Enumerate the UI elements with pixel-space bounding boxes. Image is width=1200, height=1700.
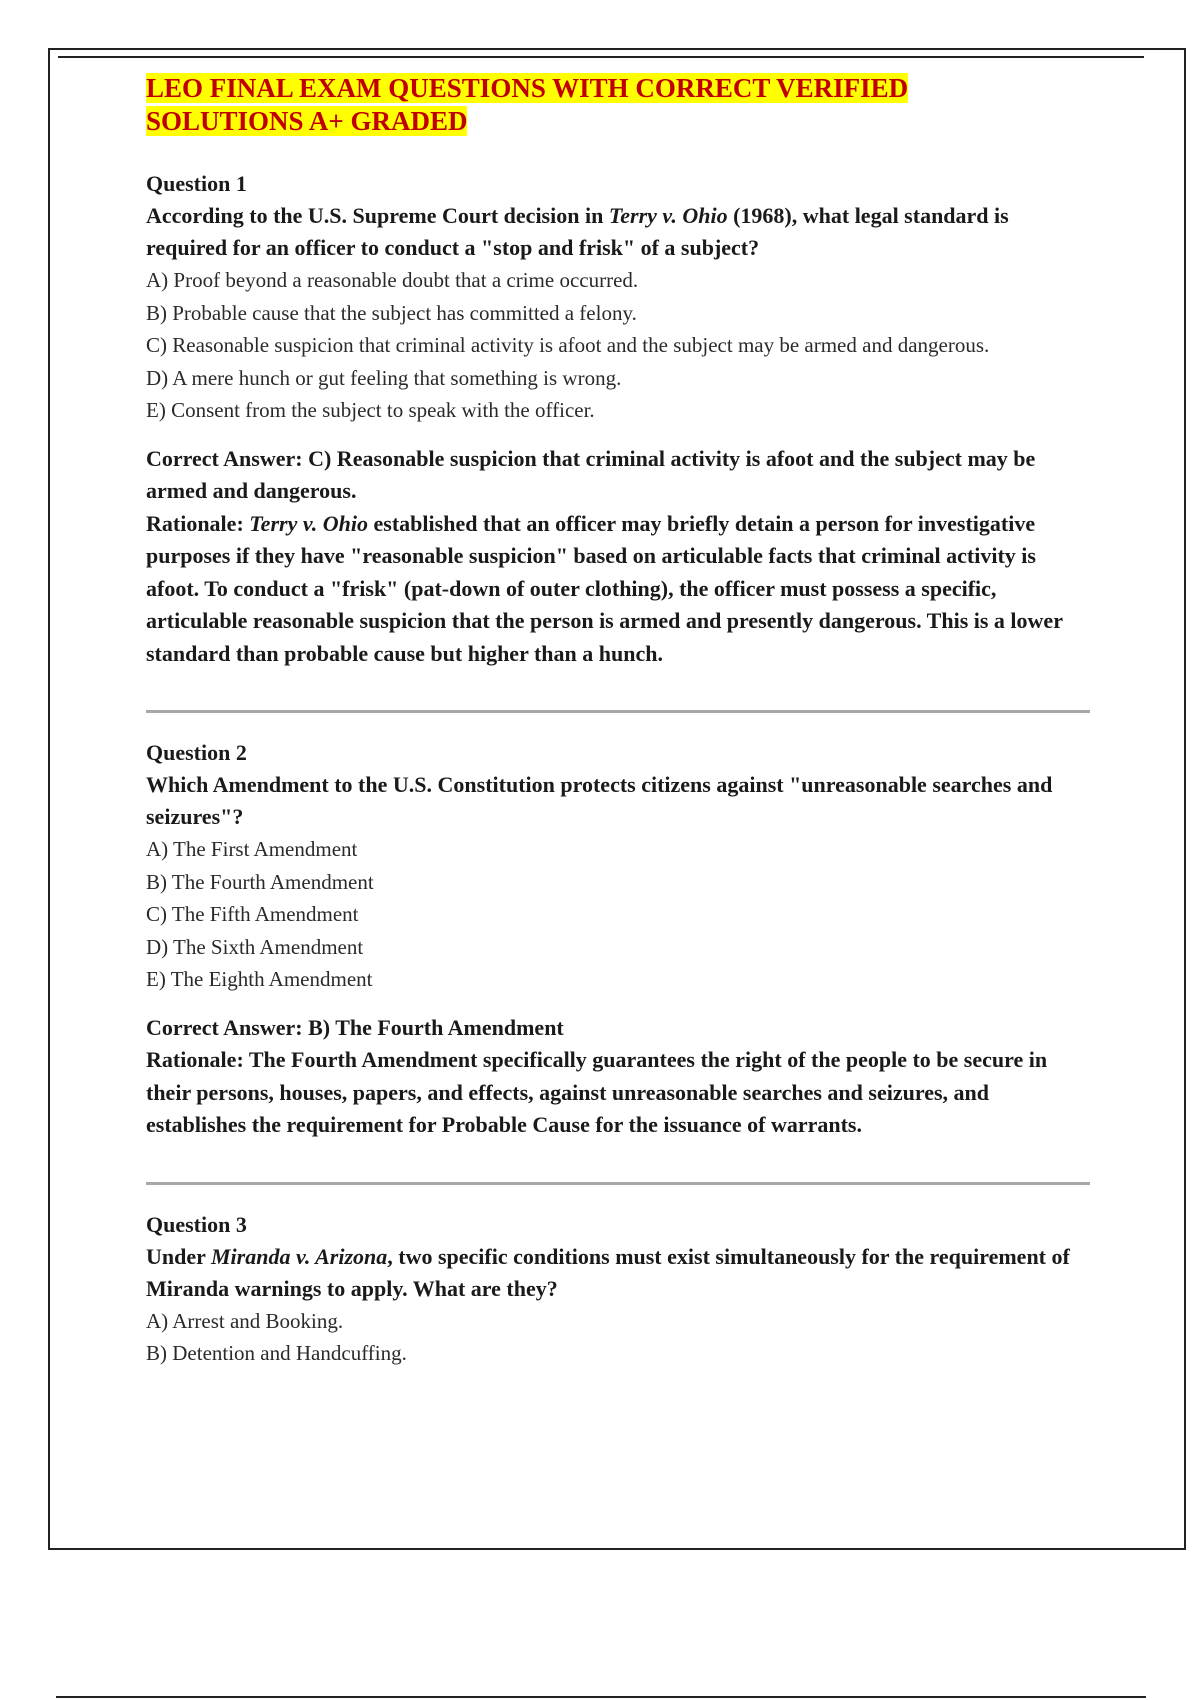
bottom-rule: [56, 1696, 1146, 1698]
question-label: Question 1: [146, 171, 247, 196]
option-c: C) Reasonable suspicion that criminal activity is afoot and the subject may be armed and dangerous.: [146, 333, 990, 357]
question-text: Under Miranda v. Arizona, two specific conditions must exist simultaneously for the requirement of Miranda warnings to apply. What are they?: [146, 1243, 1070, 1301]
top-rule: [58, 56, 1144, 58]
option-list: [146, 264, 1090, 427]
option-b: B) The Fourth Amendment: [146, 869, 374, 894]
document-body: [146, 72, 1090, 1370]
case-name: Terry v. Ohio: [249, 510, 369, 536]
option-d: D) A mere hunch or gut feeling that something is wrong.: [146, 365, 622, 390]
answer-block: [146, 443, 1090, 671]
option-a: A) The First Amendment: [146, 837, 358, 861]
question-3: [146, 1209, 1090, 1370]
option-e: E) The Eighth Amendment: [146, 967, 373, 991]
document-title: [146, 72, 1090, 138]
case-name: Miranda v. Arizona: [211, 1243, 388, 1269]
question-label: Question 2: [146, 740, 247, 765]
rationale: Rationale: The Fourth Amendment specifically guarantees the right of the people to be secure in their persons, houses, papers, and effects, against unreasonable searches and seizures, and establishes the requirement for Probable Cause for the issuance of warrants.: [146, 1047, 1048, 1137]
option-a: A) Arrest and Booking.: [146, 1308, 344, 1333]
option-list: [146, 1305, 1090, 1370]
question-2: [146, 737, 1090, 1142]
option-a: A) Proof beyond a reasonable doubt that a crime occurred.: [146, 268, 639, 292]
option-b: B) Probable cause that the subject has committed a felony.: [146, 300, 637, 325]
question-text: Which Amendment to the U.S. Constitution protects citizens against "unreasonable searches and seizures"?: [146, 772, 1053, 829]
correct-answer: Correct Answer: C) Reasonable suspicion that criminal activity is afoot and the subject may be armed and dangerous.: [146, 445, 1036, 503]
section-divider: [146, 710, 1090, 713]
rationale: Rationale: Terry v. Ohio established that an officer may briefly detain a person for investigative purposes if they have "reasonable suspicion" based on articulable facts that criminal activity is afoot. To conduct a "frisk" (pat-down of outer clothing), the officer must possess a specific, articulable reasonable suspicion that the person is armed and presently dangerous. This is a lower standard than probable cause but higher than a hunch.: [146, 510, 1063, 666]
option-c: C) The Fifth Amendment: [146, 902, 359, 926]
correct-answer: Correct Answer: B) The Fourth Amendment: [146, 1014, 564, 1040]
section-divider: [146, 1182, 1090, 1185]
option-e: E) Consent from the subject to speak with the officer.: [146, 398, 595, 422]
option-list: [146, 833, 1090, 996]
case-name: Terry v. Ohio: [608, 203, 728, 228]
question-label: Question 3: [146, 1211, 247, 1237]
title-line-1: LEO FINAL EXAM QUESTIONS WITH CORRECT VERIFIED: [146, 73, 909, 103]
question-text: According to the U.S. Supreme Court decision in Terry v. Ohio (1968), what legal standard is required for an officer to conduct a "stop and frisk" of a subject?: [146, 203, 1009, 260]
question-1: [146, 168, 1090, 670]
title-line-2: SOLUTIONS A+ GRADED: [146, 106, 468, 136]
answer-block: [146, 1012, 1090, 1142]
option-d: D) The Sixth Amendment: [146, 934, 364, 959]
option-b: B) Detention and Handcuffing.: [146, 1341, 407, 1365]
